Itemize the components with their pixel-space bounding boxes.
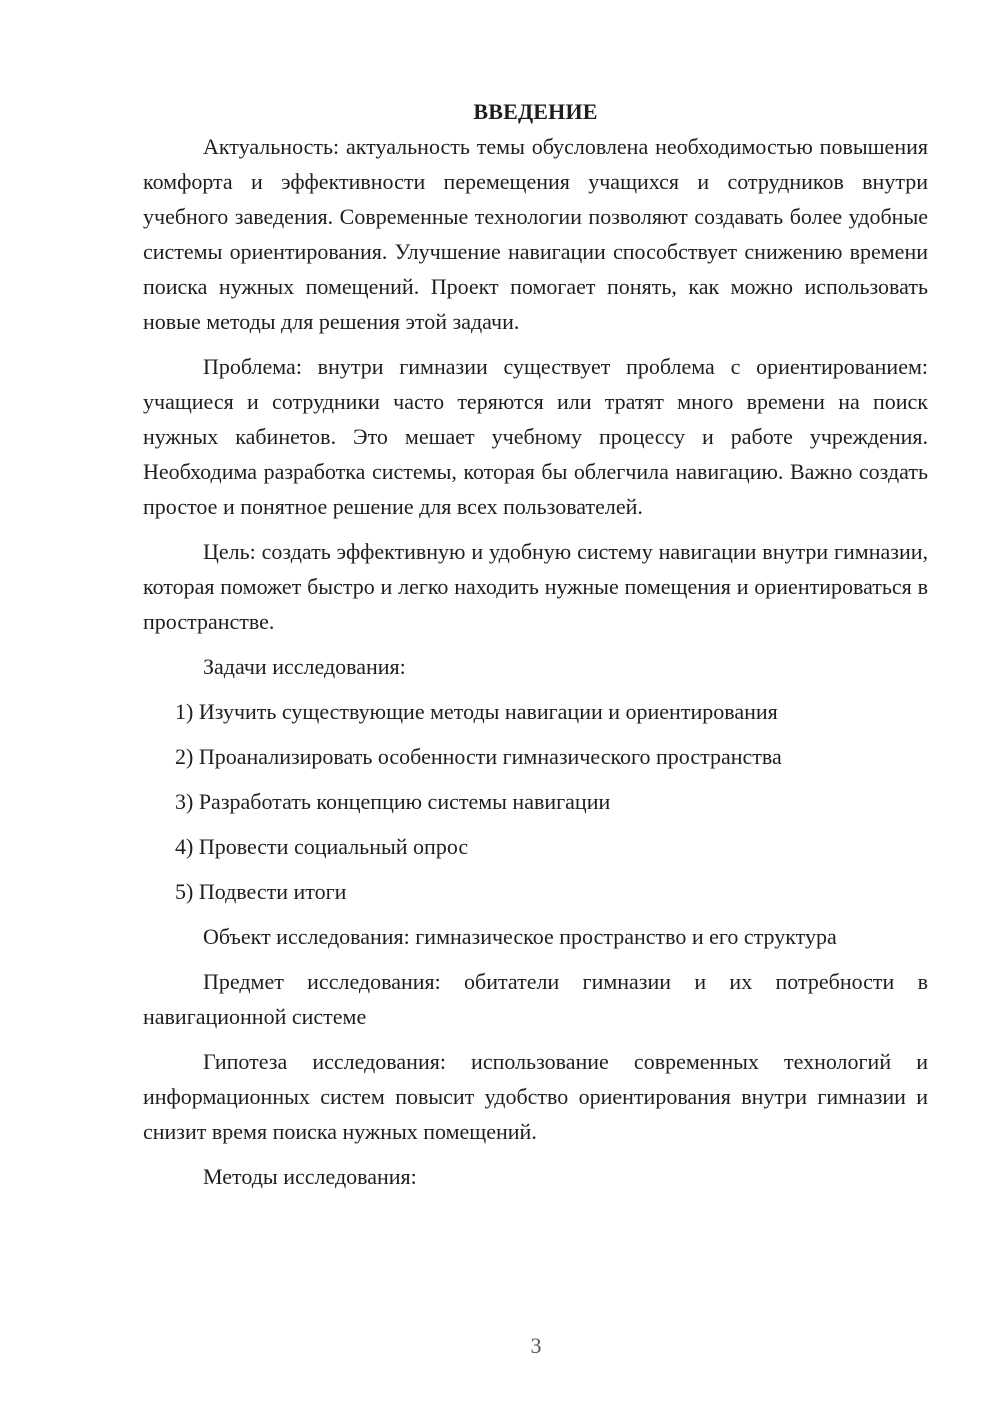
task-item: 2) Проанализировать особенности гимназического пространства xyxy=(175,744,782,769)
subject-paragraph: Предмет исследования: обитатели гимназии и их потребности в навигационной системе xyxy=(143,969,928,1029)
methods-title: Методы исследования: xyxy=(203,1164,417,1189)
task-item: 1) Изучить существующие методы навигации и ориентирования xyxy=(175,699,778,724)
hypothesis-paragraph: Гипотеза исследования: использование современных технологий и информационных систем повысит удобство ориентирования внутри гимназии и снизит время поиска нужных помещений. xyxy=(143,1049,928,1144)
task-item: 4) Провести социальный опрос xyxy=(175,834,469,859)
page-number: 3 xyxy=(530,1333,542,1358)
tasks-title: Задачи исследования: xyxy=(203,654,406,679)
relevance-paragraph: Актуальность: актуальность темы обусловлена необходимостью повышения комфорта и эффективности перемещения учащихся и сотрудников внутри учебного заведения. Современные технологии позволяют создавать более удобные системы ориентирования. Улучшение навигации способствует снижению времени поиска нужных помещений. Проект помогает понять, как можно использовать новые методы для решения этой задачи. xyxy=(143,134,928,334)
problem-paragraph: Проблема: внутри гимназии существует проблема с ориентированием: учащиеся и сотрудники часто теряются или тратят много времени на поиск нужных кабинетов. Это мешает учебному процессу и работе учреждения. Необходима разработка системы, которая бы облегчила навигацию. Важно создать простое и понятное решение для всех пользователей. xyxy=(143,354,928,519)
task-item: 3) Разработать концепцию системы навигации xyxy=(175,789,611,814)
section-heading: ВВЕДЕНИЕ xyxy=(473,99,598,124)
document-page xyxy=(143,94,928,1204)
tasks-list xyxy=(143,694,928,909)
goal-paragraph: Цель: создать эффективную и удобную систему навигации внутри гимназии, которая поможет быстро и легко находить нужные помещения и ориентироваться в пространстве. xyxy=(143,539,928,634)
object-paragraph: Объект исследования: гимназическое пространство и его структура xyxy=(203,924,837,949)
task-item: 5) Подвести итоги xyxy=(175,879,347,904)
